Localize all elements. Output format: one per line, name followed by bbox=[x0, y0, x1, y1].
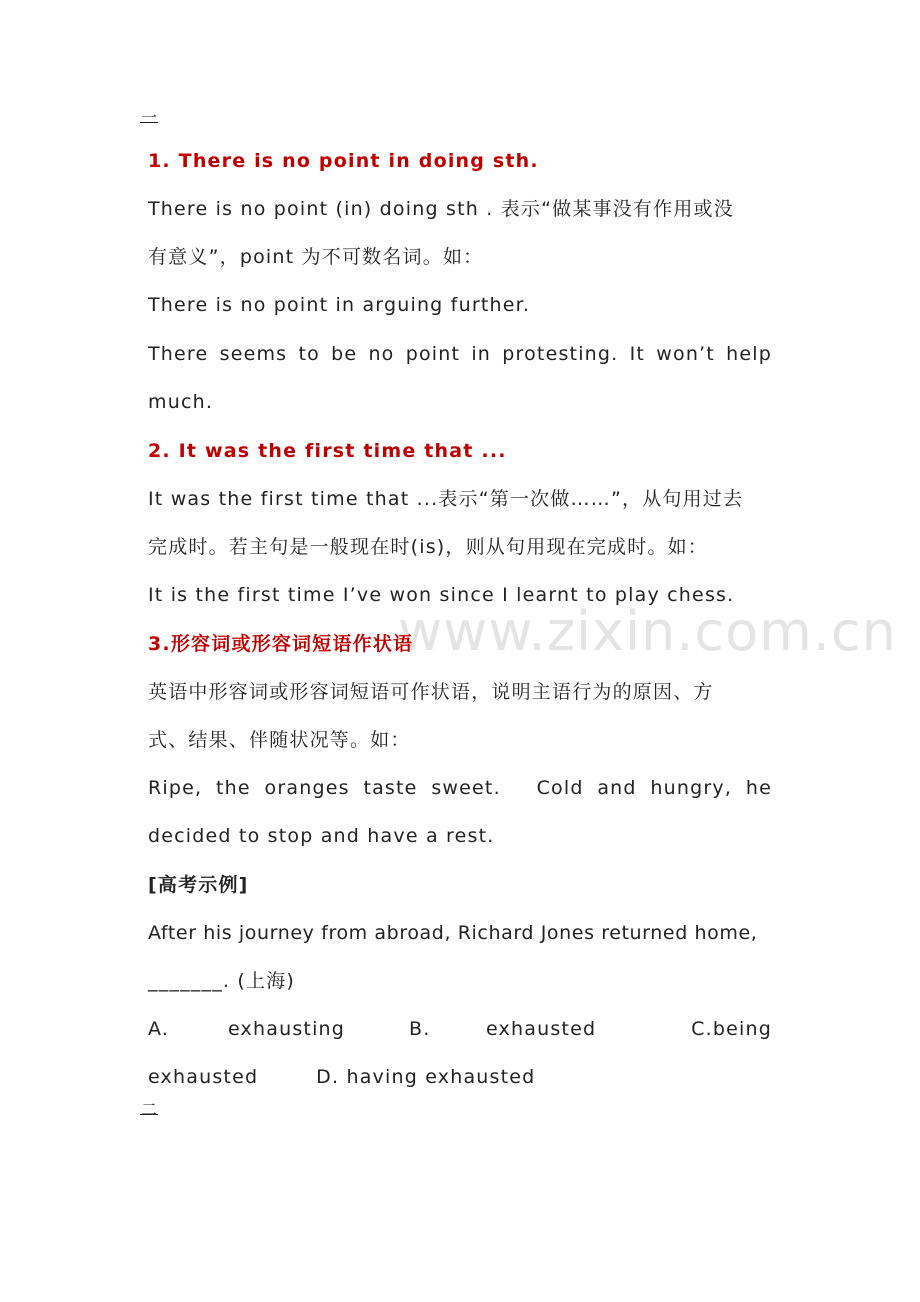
word: and bbox=[597, 777, 637, 799]
section-2-heading: 2. It was the first time that ... bbox=[148, 440, 507, 462]
word: Cold bbox=[536, 777, 584, 799]
section-marker-one: 一 bbox=[140, 108, 157, 123]
word: protesting. bbox=[502, 343, 619, 365]
word: taste bbox=[363, 777, 418, 799]
word: It bbox=[629, 343, 646, 365]
word: Ripe, bbox=[148, 777, 203, 799]
word: help bbox=[726, 343, 772, 365]
section-1-heading: 1. There is no point in doing sth. bbox=[148, 150, 539, 172]
section-3-example-1 bbox=[148, 774, 772, 802]
section-marker-two: 二 bbox=[140, 1100, 157, 1115]
word: seems bbox=[219, 343, 288, 365]
option-b-label: B. bbox=[409, 1018, 431, 1040]
section-3-example-1-cont: decided to stop and have a rest. bbox=[148, 825, 495, 847]
section-2-explanation: It was the first time that ...表示“第一次做……”，从句用过去 bbox=[148, 488, 744, 510]
section-2-example-1: It is the first time I’ve won since I learnt to play chess. bbox=[148, 584, 735, 606]
word: to bbox=[298, 343, 320, 365]
option-a-label: A. bbox=[148, 1018, 170, 1040]
option-c: C.being bbox=[691, 1018, 772, 1040]
section-2-explanation-cont: 完成时。若主句是一般现在时(is)，则从句用现在完成时。如： bbox=[148, 536, 709, 558]
exam-question: After his journey from abroad, Richard Jones returned home, bbox=[148, 922, 758, 944]
word: point bbox=[405, 343, 461, 365]
word: no bbox=[368, 343, 395, 365]
word: won’t bbox=[656, 343, 715, 365]
section-1-example-2-cont: much. bbox=[148, 391, 214, 413]
word: sweet. bbox=[431, 777, 501, 799]
section-3-explanation-cont: 式、结果、伴随状况等。如： bbox=[148, 729, 411, 751]
word: be bbox=[331, 343, 358, 365]
word: hungry, bbox=[650, 777, 733, 799]
section-1-explanation: There is no point (in) doing sth . 表示“做某事没有作用或没 bbox=[148, 198, 734, 220]
exam-question-cont: _______. (上海) bbox=[148, 970, 296, 992]
word: There bbox=[148, 343, 209, 365]
exam-options-line-2: exhausted D. having exhausted bbox=[148, 1066, 536, 1088]
section-1-explanation-cont: 有意义”，point 为不可数名词。如： bbox=[148, 246, 484, 268]
section-3-explanation: 英语中形容词或形容词短语可作状语，说明主语行为的原因、方 bbox=[148, 681, 714, 703]
section-1-example-2 bbox=[148, 340, 772, 368]
option-a-text: exhausting bbox=[228, 1018, 346, 1040]
watermark: www.zixin.com.cn bbox=[398, 600, 897, 663]
exam-example-label: [高考示例] bbox=[148, 874, 249, 896]
word: he bbox=[745, 777, 772, 799]
word: oranges bbox=[264, 777, 350, 799]
word: the bbox=[216, 777, 251, 799]
section-3-heading: 3.形容词或形容词短语作状语 bbox=[148, 633, 414, 655]
word: in bbox=[471, 343, 492, 365]
section-1-example-1: There is no point in arguing further. bbox=[148, 294, 531, 316]
option-b-text: exhausted bbox=[486, 1018, 597, 1040]
